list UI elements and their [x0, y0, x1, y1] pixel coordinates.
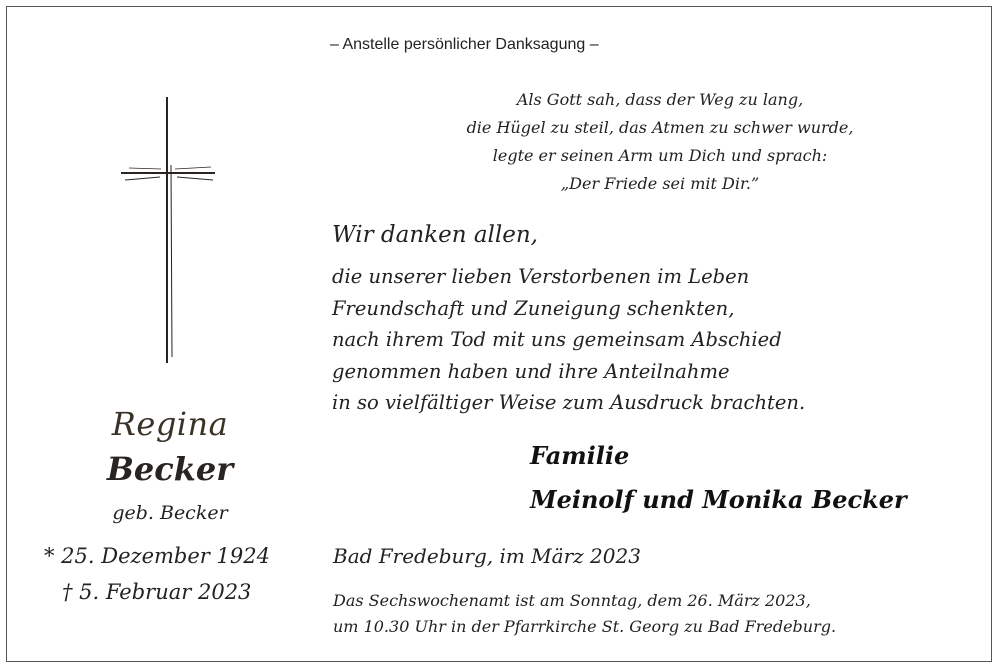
- maiden-name: geb. Becker: [112, 502, 228, 524]
- cross-icon: [115, 95, 225, 365]
- family-line: Familie: [530, 441, 630, 470]
- service-info: [333, 588, 836, 640]
- poem: [380, 86, 940, 198]
- poem-line: legte er seinen Arm um Dich und sprach:: [492, 146, 828, 165]
- thanks-heading: Wir danken allen,: [332, 222, 538, 248]
- thanks-line: Freundschaft und Zuneigung schenkten,: [332, 296, 735, 320]
- poem-line: „Der Friede sei mit Dir.”: [560, 174, 760, 193]
- deceased-first-name: Regina: [111, 405, 229, 443]
- thanks-line: die unserer lieben Verstorbenen im Leben: [332, 265, 750, 288]
- family-signature: [530, 434, 907, 522]
- death-date: † 5. Februar 2023: [62, 580, 252, 604]
- thanks-line: nach ihrem Tod mit uns gemeinsam Abschied: [332, 328, 782, 351]
- header-line: – Anstelle persönlicher Danksagung –: [330, 36, 599, 53]
- thanks-body: [332, 261, 805, 419]
- poem-line: Als Gott sah, dass der Weg zu lang,: [516, 90, 804, 109]
- poem-line: die Hügel zu steil, das Atmen zu schwer wurde,: [466, 118, 854, 137]
- deceased-last-name: Becker: [106, 450, 234, 488]
- birth-date: * 25. Dezember 1924: [44, 544, 270, 568]
- thanks-line: genommen haben und ihre Anteilnahme: [332, 359, 730, 383]
- place-date: Bad Fredeburg, im März 2023: [333, 544, 641, 568]
- service-line: um 10.30 Uhr in der Pfarrkirche St. Georg zu Bad Fredeburg.: [333, 617, 837, 636]
- family-line: Meinolf und Monika Becker: [530, 485, 907, 514]
- service-line: Das Sechswochenamt ist am Sonntag, dem 26. März 2023,: [333, 591, 811, 610]
- thanks-line: in so vielfältiger Weise zum Ausdruck brachten.: [332, 391, 806, 414]
